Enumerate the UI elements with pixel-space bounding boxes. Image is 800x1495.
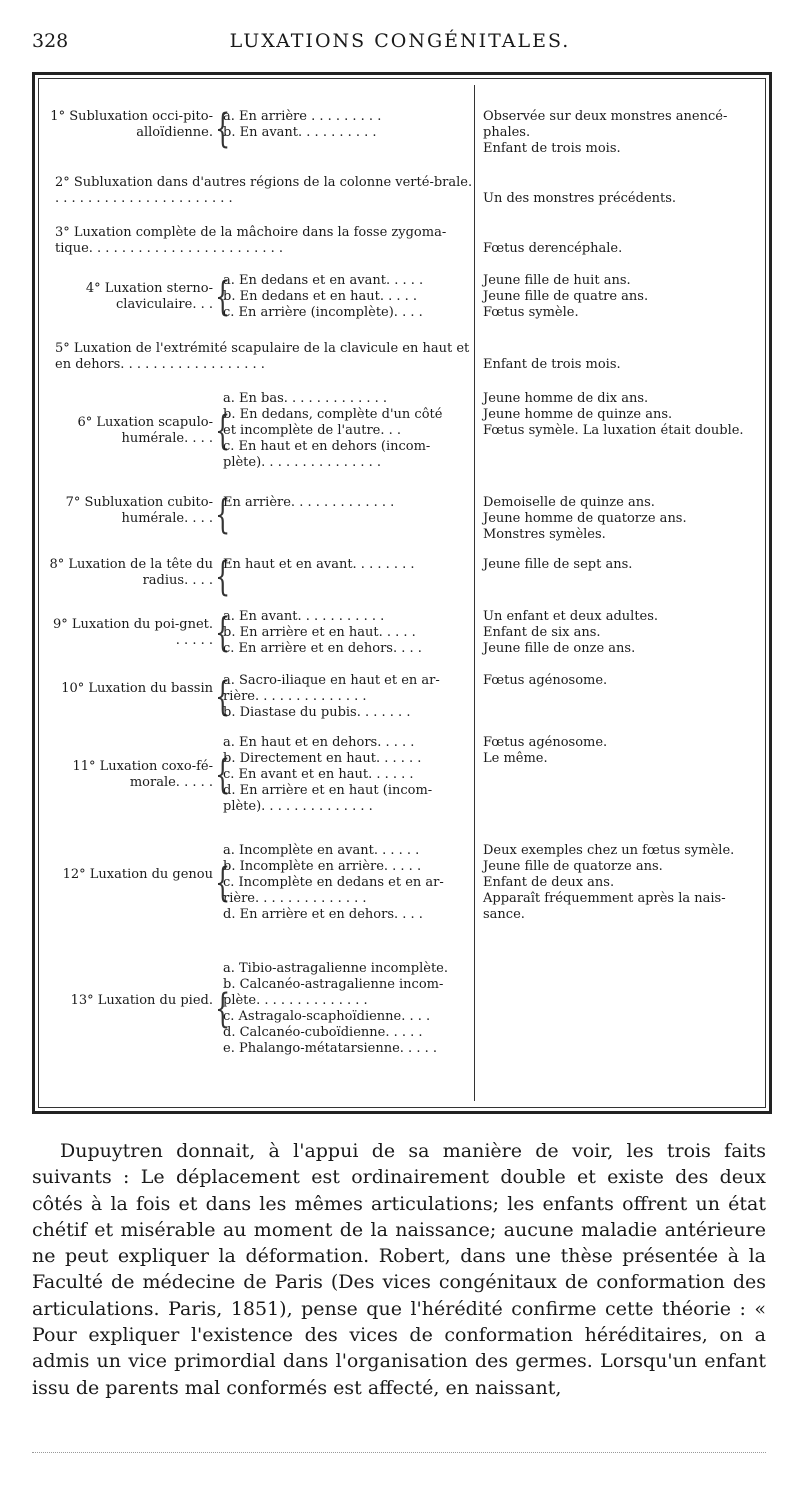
sub-item: a. En haut et en dehors. . . . . <box>223 735 415 750</box>
sub-item: c. En arrière et en dehors. . . . <box>223 641 422 656</box>
remarks <box>483 191 761 207</box>
sub-list <box>223 735 473 815</box>
sub-item: d. Calcanéo-cuboïdienne. . . . . <box>223 1025 423 1040</box>
remark: Fœtus derencéphale. <box>483 241 623 256</box>
brace: { <box>215 752 231 798</box>
brace: { <box>215 986 231 1032</box>
entry-label: 11° Luxation coxo-fé-morale. . . . . <box>72 759 213 790</box>
brace: { <box>215 674 231 720</box>
sub-item: b. Incomplète en arrière. . . . . <box>223 859 422 874</box>
remarks <box>483 357 761 373</box>
entry-label: 3° Luxation complète de la mâchoire dans la fosse zygoma-tique. . . . . . . . . . . . . . . . . . . . . . . . <box>55 225 447 256</box>
brace: { <box>215 106 231 152</box>
sub-list <box>223 609 473 657</box>
remarks <box>483 735 761 767</box>
remarks <box>483 557 761 573</box>
entry-label: 9° Luxation du poi-gnet. . . . . . <box>53 617 213 648</box>
sub-item: rière. . . . . . . . . . . . . . <box>223 891 367 906</box>
sub-item: b. En avant. . . . . . . . . . <box>223 125 377 140</box>
brace: { <box>215 554 231 600</box>
page-header <box>32 30 768 56</box>
sub-item: En arrière. . . . . . . . . . . . . <box>223 495 395 510</box>
entry-label: 6° Luxation scapulo-humérale. . . . <box>77 415 213 446</box>
remark: Le même. <box>483 751 548 766</box>
sub-item: c. En avant et en haut. . . . . . <box>223 767 414 782</box>
sub-item: d. En arrière et en dehors. . . . <box>223 907 423 922</box>
remark: Jeune homme de dix ans. <box>483 391 649 406</box>
sub-item: d. En arrière et en haut (incom- <box>223 783 433 798</box>
luxation-table-frame <box>32 72 772 1114</box>
remark: Enfant de trois mois. <box>483 357 621 372</box>
remark: Demoiselle de quinze ans. <box>483 495 655 510</box>
page-number: 328 <box>32 30 69 52</box>
remark: Enfant de trois mois. <box>483 141 621 156</box>
sub-item: a. En arrière . . . . . . . . . <box>223 109 382 124</box>
sub-list <box>223 495 473 511</box>
brace: { <box>215 492 231 538</box>
entry-label: 1° Subluxation occi-pito-alloïdienne. <box>50 109 213 140</box>
sub-item: c. En haut et en dehors (incom- <box>223 439 431 454</box>
sub-item: c. Astragalo-scaphoïdienne. . . . <box>223 1009 431 1024</box>
remark: Jeune fille de onze ans. <box>483 641 636 656</box>
remark: Jeune homme de quatorze ans. <box>483 511 687 526</box>
remark: Jeune fille de quatre ans. <box>483 289 649 304</box>
remark: Fœtus agénosome. <box>483 735 608 750</box>
remark: Monstres symèles. <box>483 527 606 542</box>
remarks <box>483 609 761 657</box>
footer-rule <box>32 1452 766 1453</box>
brace: { <box>215 610 231 656</box>
remark: phales. <box>483 125 531 140</box>
sub-list <box>223 273 473 321</box>
body-text: Dupuytren donnait, à l'appui de sa manière de voir, les trois faits suivants : Le déplacement est ordinairement double et existe des deux côtés à la fois et dans les mêmes articulations; les enfants offrent un état chétif et misérable au moment de la naissance; aucune maladie antérieure ne peut expliquer la déformation. Robert, dans une thèse présentée à la Faculté de médecine de Paris (Des vices congénitaux de conformation des articulations. Paris, 1851), pense que l'hérédité confirme cette théorie : « Pour expliquer l'existence des vices de conformation héréditaires, on a admis un vice primordial dans l'organisation des germes. Lorsqu'un enfant issu de parents mal conformés est affecté, en naissant, <box>32 1140 766 1399</box>
sub-item: b. En arrière et en haut. . . . . <box>223 625 416 640</box>
entry-label: 4° Luxation sterno-claviculaire. . . <box>85 281 213 312</box>
remark: Enfant de six ans. <box>483 625 601 640</box>
remark: Jeune fille de sept ans. <box>483 557 633 572</box>
sub-item: a. Sacro-iliaque en haut et en ar- <box>223 673 440 688</box>
sub-item: plète). . . . . . . . . . . . . . . <box>223 455 381 470</box>
sub-item: En haut et en avant. . . . . . . . <box>223 557 415 572</box>
remark: Jeune homme de quinze ans. <box>483 407 673 422</box>
brace: { <box>215 274 231 320</box>
remarks <box>483 673 761 689</box>
sub-item: b. Directement en haut. . . . . . <box>223 751 422 766</box>
entry-label: 5° Luxation de l'extrémité scapulaire de la clavicule en haut et en dehors. . . . . . . . . . . . . . . . . . <box>55 341 470 372</box>
sub-item: b. En dedans et en haut. . . . . <box>223 289 418 304</box>
sub-item: a. En avant. . . . . . . . . . . <box>223 609 385 624</box>
sub-item: e. Phalango-métatarsienne. . . . . <box>223 1041 437 1056</box>
sub-list <box>223 961 473 1057</box>
entry-label: 2° Subluxation dans d'autres régions de la colonne verté-brale. . . . . . . . . . . . . . . . . . . . . . . <box>55 175 473 206</box>
remark: Un des monstres précédents. <box>483 191 677 206</box>
remark: Fœtus symèle. <box>483 305 579 320</box>
remark: sance. <box>483 907 525 922</box>
remark: Fœtus symèle. La luxation était double. <box>483 423 744 438</box>
sub-item: c. Incomplète en dedans et en ar- <box>223 875 444 890</box>
sub-list <box>223 557 473 573</box>
sub-item: b. Calcanéo-astragalienne incom- <box>223 977 444 992</box>
remark: Fœtus agénosome. <box>483 673 608 688</box>
remarks <box>483 843 761 923</box>
brace: { <box>215 408 231 454</box>
sub-item: b. En dedans, complète d'un côté <box>223 407 443 422</box>
entry-label: 8° Luxation de la tête du radius. . . . <box>49 557 213 588</box>
remark: Apparaît fréquemment après la nais- <box>483 891 726 906</box>
remarks <box>483 391 761 439</box>
running-title: LUXATIONS CONGÉNITALES. <box>229 30 571 52</box>
sub-list <box>223 843 473 923</box>
remark: Un enfant et deux adultes. <box>483 609 659 624</box>
remarks <box>483 495 761 543</box>
entry-label: 12° Luxation du genou <box>62 867 213 882</box>
remarks <box>483 273 761 321</box>
sub-item: plète. . . . . . . . . . . . . . <box>223 993 368 1008</box>
sub-item: b. Diastase du pubis. . . . . . . <box>223 705 411 720</box>
remark: Observée sur deux monstres anencé- <box>483 109 728 124</box>
entry-label: 7° Subluxation cubito-humérale. . . . <box>65 495 213 526</box>
sub-item: a. Incomplète en avant. . . . . . <box>223 843 420 858</box>
entry-label: 10° Luxation du bassin <box>61 681 213 696</box>
sub-item: a. Tibio-astragalienne incomplète. <box>223 961 448 976</box>
sub-list <box>223 673 473 721</box>
remarks <box>483 109 761 157</box>
sub-item: plète). . . . . . . . . . . . . . <box>223 799 373 814</box>
remark: Enfant de deux ans. <box>483 875 615 890</box>
sub-item: et incomplète de l'autre. . . <box>223 423 402 438</box>
remark: Deux exemples chez un fœtus symèle. <box>483 843 735 858</box>
remarks <box>483 241 761 257</box>
sub-list <box>223 391 473 471</box>
remark: Jeune fille de huit ans. <box>483 273 631 288</box>
brace: { <box>215 860 231 906</box>
entry-label: 13° Luxation du pied. <box>70 993 213 1008</box>
sub-item: c. En arrière (incomplète). . . . <box>223 305 423 320</box>
sub-item: a. En bas. . . . . . . . . . . . . <box>223 391 388 406</box>
remark: Jeune fille de quatorze ans. <box>483 859 663 874</box>
sub-list <box>223 109 473 141</box>
sub-item: a. En dedans et en avant. . . . . <box>223 273 424 288</box>
body-paragraph <box>32 1138 766 1401</box>
sub-item: rière. . . . . . . . . . . . . . <box>223 689 367 704</box>
